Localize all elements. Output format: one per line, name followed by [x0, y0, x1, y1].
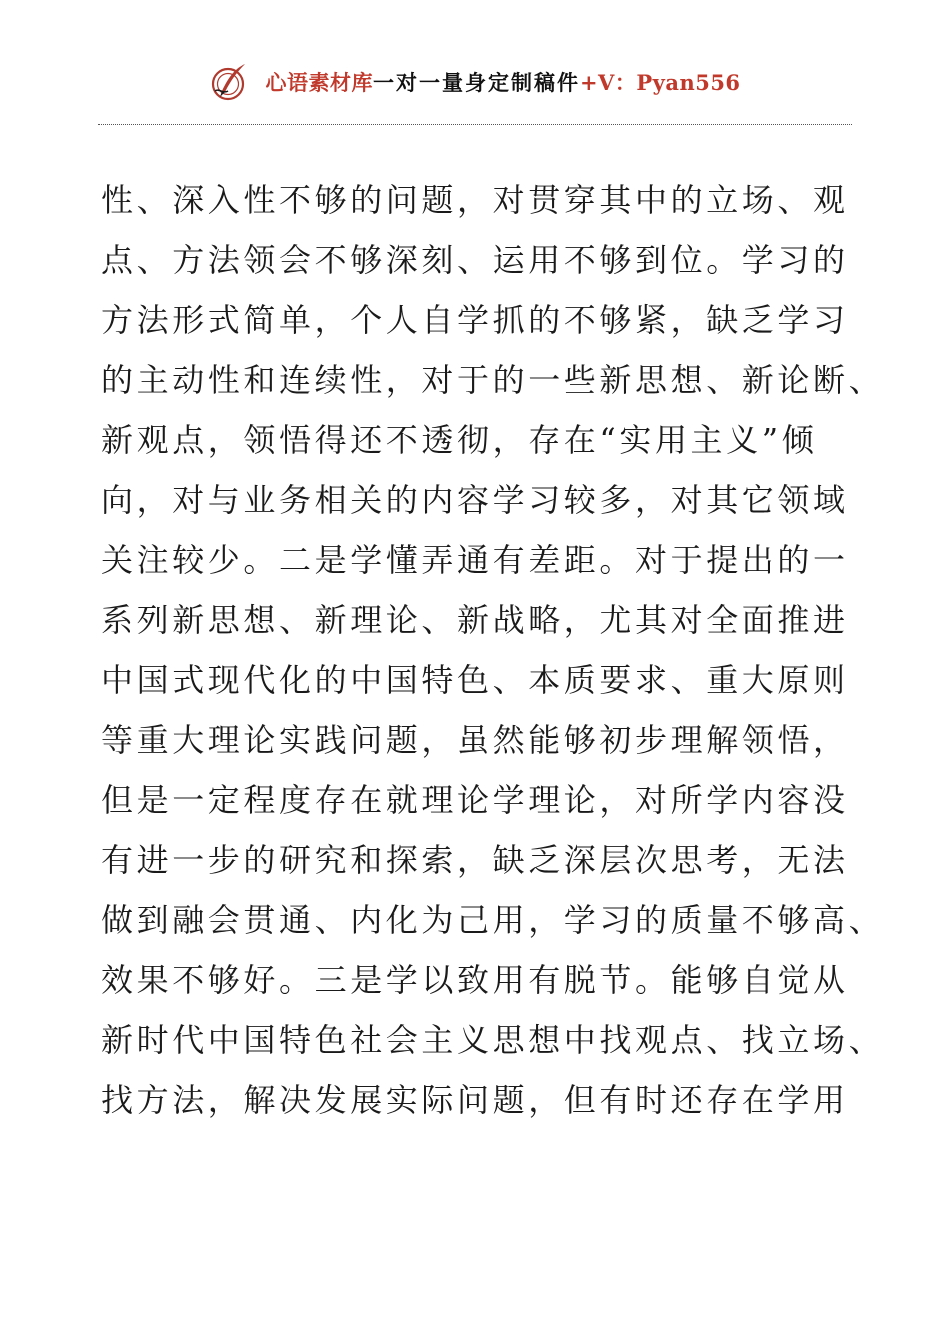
body-line: 新时代中国特色社会主义思想中找观点、找立场、	[101, 1021, 885, 1059]
body-line: 但是一定程度存在就理论学理论，对所学内容没	[101, 781, 849, 819]
body-line: 点、方法领会不够深刻、运用不够到位。学习的	[101, 241, 849, 279]
body-line: 中国式现代化的中国特色、本质要求、重大原则	[101, 661, 849, 699]
body-line: 有进一步的研究和探索，缺乏深层次思考，无法	[101, 841, 849, 879]
quill-pen-logo-icon	[209, 61, 251, 103]
header-title	[265, 67, 740, 97]
body-line: 系列新思想、新理论、新战略，尤其对全面推进	[101, 601, 849, 639]
body-line: 的主动性和连续性，对于的一些新思想、新论断、	[101, 361, 885, 399]
body-line: 新观点，领悟得还不透彻，存在“实用主义”倾	[101, 421, 818, 459]
body-line: 等重大理论实践问题，虽然能够初步理解领悟，	[101, 721, 849, 759]
body-line: 找方法，解决发展实际问题，但有时还存在学用	[101, 1081, 849, 1119]
body-line: 关注较少。二是学懂弄通有差距。对于提出的一	[101, 541, 849, 579]
header-contact: +V：Pyan556	[579, 70, 741, 95]
header-slogan: 一对一量身定制稿件	[372, 70, 580, 95]
header-divider	[98, 124, 852, 125]
document-body	[101, 170, 885, 1130]
body-line: 效果不够好。三是学以致用有脱节。能够自觉从	[101, 961, 849, 999]
body-line: 向，对与业务相关的内容学习较多，对其它领域	[101, 481, 849, 519]
brand-name: 心语素材库	[265, 70, 373, 95]
body-line: 做到融会贯通、内化为己用，学习的质量不够高、	[101, 901, 885, 939]
body-line: 方法形式简单，个人自学抓的不够紧，缺乏学习	[101, 301, 849, 339]
page-header	[0, 56, 950, 108]
body-line: 性、深入性不够的问题，对贯穿其中的立场、观	[101, 181, 849, 219]
